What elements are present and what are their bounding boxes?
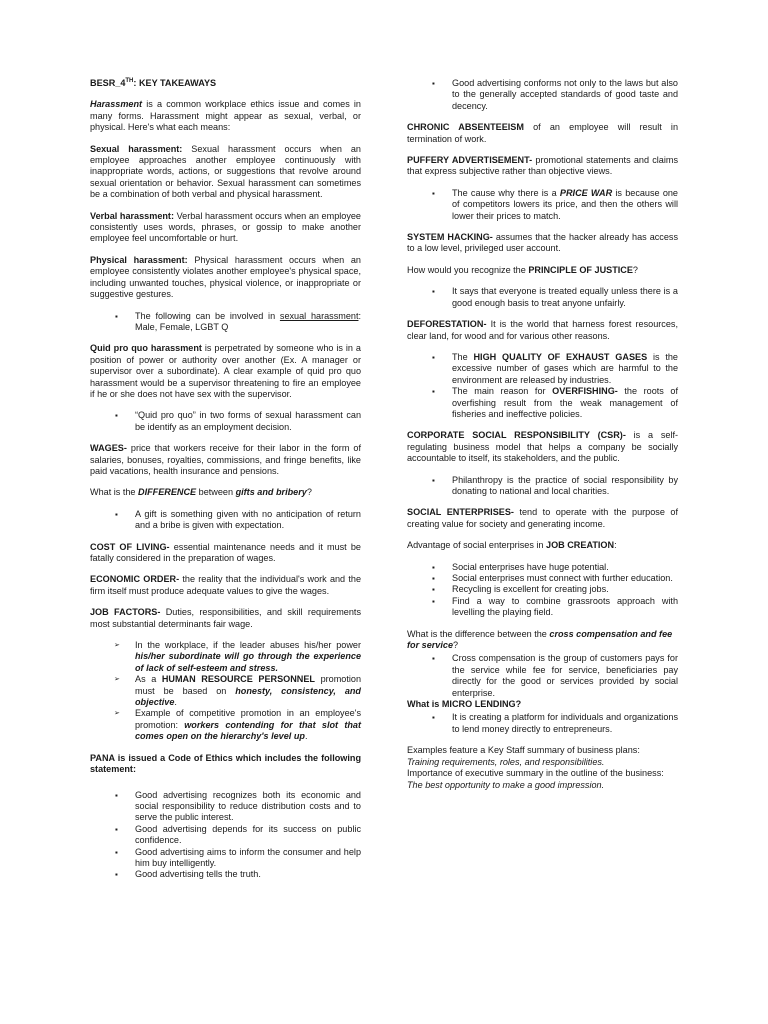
micro-lending-list: [407, 712, 678, 735]
csr-paragraph: CORPORATE SOCIAL RESPONSIBILITY (CSR)- is a self-regulating business model that helps a company be socially accountable to itself, its stakeholders, and the public.: [407, 430, 678, 464]
right-column: [407, 78, 678, 791]
list-item: ▪ Good advertising recognizes both its economic and social responsibility to reduce distribution costs and to serve the public interest.: [90, 790, 361, 824]
list-item: ▪ Social enterprises must connect with further education.: [407, 573, 678, 584]
job-factors-paragraph: JOB FACTORS- Duties, responsibilities, and skill requirements most substantial determinants fair wage.: [90, 607, 361, 629]
quid-pro-quo-list: [90, 410, 361, 433]
list-item: ▪ Good advertising conforms not only to the laws but also to the generally accepted standards of good taste and decency.: [407, 78, 678, 112]
difference-question: What is the DIFFERENCE between gifts and bribery?: [90, 487, 312, 498]
justice-question: How would you recognize the PRINCIPLE OF JUSTICE?: [407, 264, 638, 275]
list-item: ➢ As a HUMAN RESOURCE PERSONNEL promotion must be based on honesty, consistency, and objective.: [90, 674, 361, 708]
job-factors-list: [90, 640, 361, 743]
list-item: ▪ Recycling is excellent for creating jobs.: [407, 584, 678, 595]
justice-list: [407, 286, 678, 309]
sexual-harassment-link[interactable]: sexual harassment: [279, 310, 359, 321]
list-item: ▪ The cause why there is a PRICE WAR is because one of competitors lowers its price, and then the others will lower their prices to match.: [407, 188, 678, 222]
list-item: ▪ Social enterprises have huge potential.: [407, 562, 678, 573]
examples-paragraph: Examples feature a Key Staff summary of business plans: Training requirements, roles, and responsibilities. Importance of executive summary in the outline of the business: The best opportunity to make a good impression.: [407, 745, 664, 790]
cost-of-living-paragraph: COST OF LIVING- essential maintenance needs and it must be fatally considered in the preparation of wages.: [90, 541, 361, 563]
price-war-list: [407, 188, 678, 222]
list-item: ▪ The main reason for OVERFISHING- the roots of overfishing result from the weak management of fisheries and ineffective policies.: [407, 386, 678, 420]
list-item: ▪ The following can be involved in sexual harassment: Male, Female, LGBT Q: [90, 311, 361, 334]
deforestation-paragraph: DEFORESTATION- It is the world that harness forest resources, clear land, for wood and for various other reasons.: [407, 319, 678, 341]
deforestation-list: [407, 352, 678, 420]
list-item: ▪ Philanthropy is the practice of social responsibility by donating to national and local charities.: [407, 475, 678, 498]
page-title: BESR_4TH: KEY TAKEAWAYS: [90, 77, 217, 88]
micro-lending-question: What is MICRO LENDING?: [407, 699, 522, 710]
csr-list: [407, 475, 678, 498]
list-item: ▪ “Quid pro quo” in two forms of sexual harassment can be identify as an employment decision.: [90, 410, 361, 433]
list-item: ▪ Find a way to combine grassroots approach with levelling the playing field.: [407, 596, 678, 619]
physical-harassment-paragraph: Physical harassment: Physical harassment occurs when an employee consistently violates another employee's physical space, including unwanted touches, physical violence, or inappropriate or suggestive gestures.: [90, 254, 361, 300]
social-enterprises-paragraph: SOCIAL ENTERPRISES- tend to operate with the purpose of creating value for society and generating income.: [407, 507, 678, 529]
chronic-absenteeism-paragraph: CHRONIC ABSENTEEISM of an employee will result in termination of work.: [407, 122, 679, 144]
puffery-paragraph: PUFFERY ADVERTISEMENT- promotional statements and claims that express subjective rather than objective views.: [407, 155, 678, 177]
quid-pro-quo-paragraph: Quid pro quo harassment is perpetrated by someone who is in a position of power or authority over another (Ex. A manager or supervisor over a subordinate). A clear example of quid pro quo harassment would be a supervisor threatening to fire an employee if he or she does not have sex with the supervisor.: [90, 343, 361, 399]
list-item: ▪ Good advertising aims to inform the consumer and help him buy intelligently.: [90, 847, 361, 870]
wages-paragraph: WAGES- price that workers receive for their labor in the form of salaries, bonuses, royalties, commissions, and fringe benefits, like paid vacations, health insurance and pensions.: [90, 443, 361, 476]
job-creation-list: [407, 562, 678, 619]
list-item: ▪ Cross compensation is the group of customers pays for the service while fee for service, beneficiaries pay directly for the good or services provided by social enterprise.: [407, 653, 678, 699]
gift-list: [90, 509, 361, 532]
verbal-harassment-paragraph: Verbal harassment: Verbal harassment occurs when an employee consistently uses words, phrases, or gossip to make another employee feel uncomfortable or hurt.: [90, 210, 361, 244]
list-item: ▪ Good advertising tells the truth.: [90, 869, 361, 880]
list-item: ▪ A gift is something given with no anticipation of return and a bribe is given with expectation.: [90, 509, 361, 532]
list-item: ▪ Good advertising depends for its success on public confidence.: [90, 824, 361, 847]
left-column: [90, 78, 361, 881]
list-item: ▪ The HIGH QUALITY OF EXHAUST GASES is the excessive number of gases which are harmful to the environment are released by industries.: [407, 352, 678, 386]
system-hacking-paragraph: SYSTEM HACKING- assumes that the hacker already has access to a low level, privileged user account.: [407, 232, 678, 254]
list-item: ▪ It is creating a platform for individuals and organizations to lend money directly to entrepreneurs.: [407, 712, 678, 735]
sexual-harassment-list: [90, 311, 361, 334]
sexual-harassment-paragraph: Sexual harassment: Sexual harassment occurs when an employee approaches another employee continuously with inappropriate words, actions, or suggestions that revolve around sexual orientation or behavior. Sexual harassment can sometimes be a combination of both verbal and physical harassment.: [90, 143, 361, 200]
cross-compensation-list: [407, 653, 678, 699]
pana-continued-list: [407, 78, 678, 112]
economic-order-paragraph: ECONOMIC ORDER- the reality that the individual's work and the firm itself must produce adequate values to give the wages.: [90, 574, 361, 596]
pana-heading: PANA is issued a Code of Ethics which includes the following statement:: [90, 752, 361, 775]
pana-list: [90, 790, 361, 881]
list-item: ➢ In the workplace, if the leader abuses his/her power his/her subordinate will go through the experience of lack of self-esteem and stress.: [90, 640, 361, 674]
cross-compensation-question: What is the difference between the cross compensation and fee for service?: [407, 628, 673, 651]
harassment-intro: Harassment is a common workplace ethics issue and comes in many forms. Harassment might appear as sexual, verbal, or physical. Here's what each means:: [90, 99, 361, 133]
list-item: ▪ It says that everyone is treated equally unless there is a good enough basis to treat anyone unfairly.: [407, 286, 678, 309]
job-creation-question: Advantage of social enterprises in JOB CREATION:: [407, 540, 617, 551]
list-item: ➢ Example of competitive promotion in an employee's promotion: workers contending for that slot that comes open on the hierarchy's level up.: [90, 708, 361, 742]
